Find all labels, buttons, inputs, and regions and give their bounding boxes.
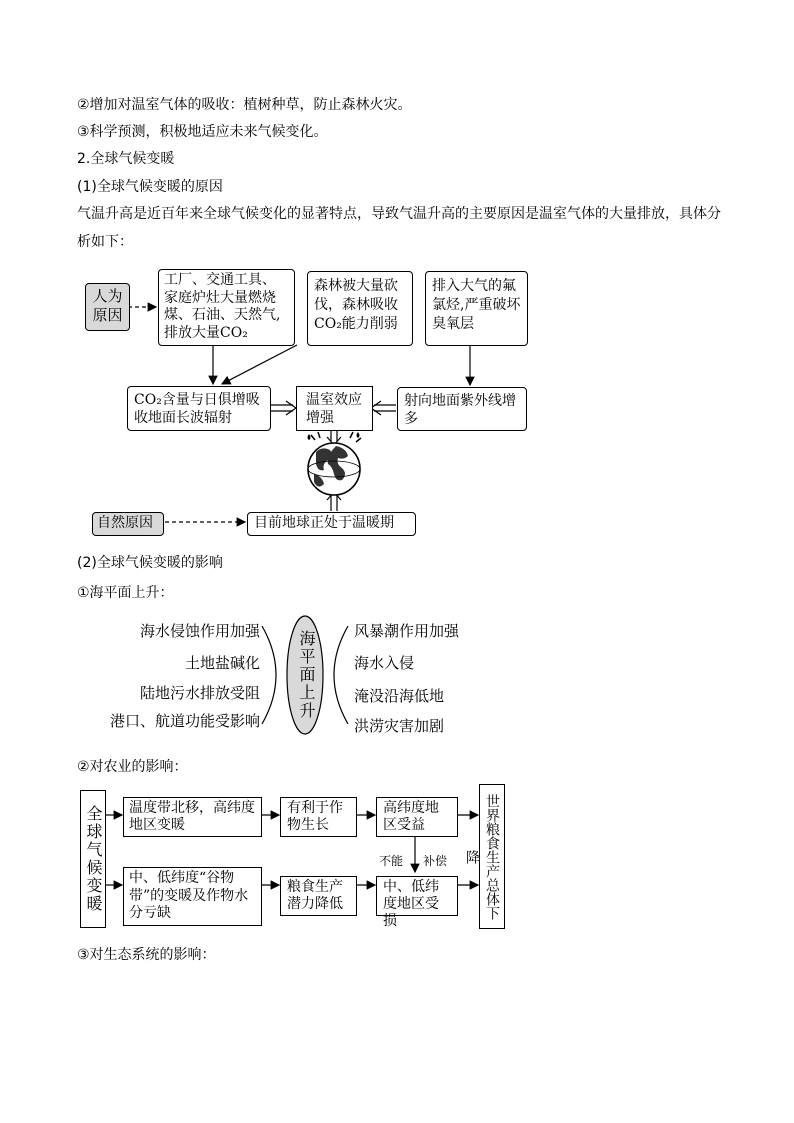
sea-left-item: 港口、航道功能受影响 [109, 712, 260, 730]
world-grain-decline-label: 世界粮食生产总体下降 [479, 784, 505, 929]
heading-agriculture: ②对农业的影响： [77, 759, 188, 775]
agri-box-temperature-shift: 温度带北移，高纬度地区变暖 [123, 797, 262, 837]
freon-box: 排入大气的氟氯烃,严重破坏臭氧层 [425, 271, 528, 346]
sea-right-item: 洪涝灾害加剧 [354, 717, 445, 735]
text-line-absorb: ②增加对温室气体的吸收：植树种草，防止森林火灾。 [77, 97, 412, 113]
agri-box-grain-belt: 中、低纬度“谷物带”的变暖及作物水分亏缺 [123, 867, 262, 926]
sea-level-center-label: 海平面上升 [297, 630, 316, 720]
agri-box-crop-growth: 有利于作物生长 [280, 797, 357, 837]
paragraph-line-1: 气温升高是近百年来全球气候变化的显著特点，导致气温升高的主要原因是温室气体的大量排放，具体分 [77, 206, 721, 222]
agri-box-high-latitude-benefit: 高纬度地区受益 [376, 797, 458, 837]
natural-cause-label: 自然原因 [92, 512, 164, 536]
label-cannot: 不能 [379, 854, 404, 868]
heading-causes: (1)全球气候变暖的原因 [77, 179, 223, 195]
paragraph-line-2: 析如下： [77, 234, 133, 250]
sea-left-item: 陆地污水排放受阻 [139, 684, 260, 702]
co2-increase-box: CO₂含量与日俱增吸收地面长波辐射 [127, 386, 271, 431]
human-cause-label: 人为原因 [85, 283, 130, 331]
greenhouse-effect-box: 温室效应增强 [296, 386, 373, 431]
warm-period-box: 目前地球正处于温暖期 [247, 512, 416, 536]
agri-box-grain-potential: 粮食生产潜力降低 [280, 876, 357, 916]
heading-global-warming: 2.全球气候变暖 [77, 151, 175, 167]
heading-impacts: (2)全球气候变暖的影响 [77, 555, 223, 571]
deforestation-box: 森林被大量砍伐，森林吸收CO₂能力削弱 [307, 271, 413, 346]
sea-right-item: 海水入侵 [354, 654, 415, 672]
sea-left-item: 土地盐碱化 [184, 654, 260, 672]
text-line-predict: ③科学预测，积极地适应未来气候变化。 [77, 124, 328, 140]
global-warming-label: 全球气候变暖 [80, 790, 106, 928]
sea-right-item: 风暴潮作用加强 [354, 622, 460, 640]
sea-right-item: 淹没沿海低地 [354, 687, 445, 705]
heading-ecosystem: ③对生态系统的影响： [77, 947, 216, 963]
label-compensate: 补偿 [423, 854, 448, 868]
factory-emissions-box: 工厂、交通工具、家庭炉灶大量燃烧煤、石油、天然气,排放大量CO₂ [158, 269, 295, 346]
uv-increase-box: 射向地面紫外线增多 [397, 387, 527, 431]
sea-left-item: 海水侵蚀作用加强 [139, 622, 260, 640]
agri-box-low-latitude-loss: 中、低纬度地区受损 [376, 876, 458, 916]
heading-sea-level: ①海平面上升： [77, 585, 174, 601]
